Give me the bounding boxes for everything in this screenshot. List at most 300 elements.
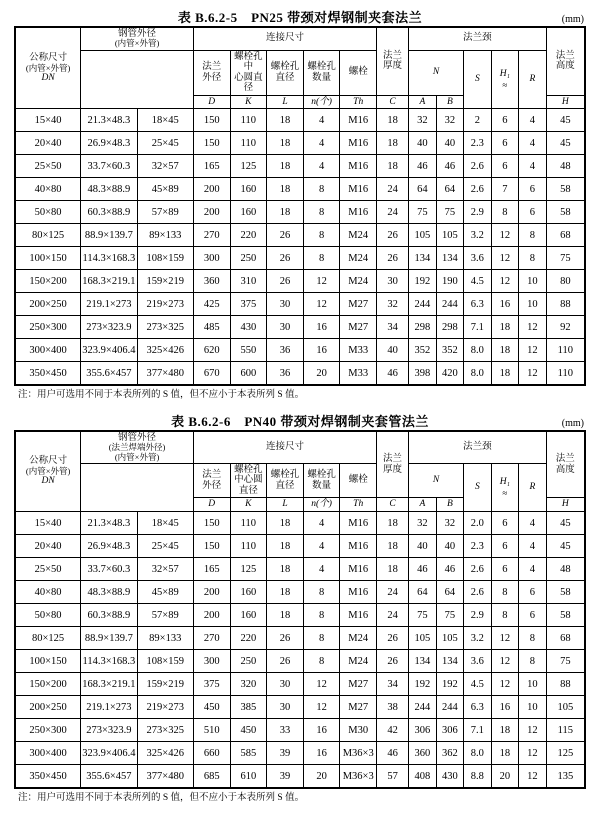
cell-L: 39 — [267, 742, 304, 765]
cell-n: 20 — [303, 765, 340, 789]
cell-H: 75 — [546, 650, 585, 673]
cell-n: 12 — [303, 673, 340, 696]
cell-R: 6 — [519, 178, 547, 201]
cell-H: 58 — [546, 604, 585, 627]
cell-S: 2.6 — [464, 558, 492, 581]
cell-dn: 200×250 — [15, 293, 81, 316]
cell-L: 18 — [267, 581, 304, 604]
cell-b: 57×89 — [137, 604, 193, 627]
cell-K: 550 — [230, 339, 267, 362]
table-row — [15, 132, 585, 155]
cell-NA: 244 — [409, 293, 437, 316]
cell-D: 200 — [193, 604, 230, 627]
cell-L: 33 — [267, 719, 304, 742]
hdr-height-l2: 高度 — [555, 464, 575, 475]
cell-H1: 8 — [491, 604, 519, 627]
cell-S: 3.2 — [464, 224, 492, 247]
cell-NB: 134 — [436, 247, 464, 270]
cell-dn: 25×50 — [15, 155, 81, 178]
cell-D: 150 — [193, 132, 230, 155]
hdr-d-l2: 外径 — [202, 480, 222, 491]
hdr-neck-s: S — [464, 463, 492, 511]
cell-L: 39 — [267, 765, 304, 789]
cell-NB: 298 — [436, 316, 464, 339]
cell-dn: 80×125 — [15, 224, 81, 247]
cell-C: 26 — [377, 627, 409, 650]
hdr-l-l2: 直径 — [275, 72, 295, 83]
cell-C: 24 — [377, 178, 409, 201]
table-header-row — [15, 50, 585, 95]
cell-Th: M36×3 — [340, 765, 377, 789]
cell-C: 38 — [377, 696, 409, 719]
cell-L: 18 — [267, 201, 304, 224]
cell-S: 4.5 — [464, 270, 492, 293]
cell-Th: M27 — [340, 293, 377, 316]
cell-K: 375 — [230, 293, 267, 316]
cell-NA: 40 — [409, 132, 437, 155]
cell-NB: 46 — [436, 155, 464, 178]
document-page — [0, 6, 600, 823]
cell-a: 60.3×88.9 — [81, 604, 137, 627]
cell-n: 8 — [303, 201, 340, 224]
cell-b: 377×480 — [137, 362, 193, 386]
cell-NA: 352 — [409, 339, 437, 362]
cell-D: 200 — [193, 581, 230, 604]
cell-S: 2.6 — [464, 581, 492, 604]
hdr-sub-C: C — [377, 498, 409, 512]
table-row — [15, 512, 585, 535]
table-row — [15, 224, 585, 247]
cell-C: 26 — [377, 224, 409, 247]
cell-NA: 192 — [409, 673, 437, 696]
cell-C: 30 — [377, 270, 409, 293]
cell-dn: 200×250 — [15, 696, 81, 719]
table-row — [15, 719, 585, 742]
cell-L: 26 — [267, 627, 304, 650]
hdr-sub-neckB: B — [436, 498, 464, 512]
cell-dn: 150×200 — [15, 270, 81, 293]
hdr-sub-neckA: A — [409, 95, 437, 109]
cell-a: 33.7×60.3 — [81, 558, 137, 581]
cell-S: 2.9 — [464, 201, 492, 224]
hdr-l-l1: 螺栓孔 — [270, 470, 300, 481]
cell-K: 110 — [230, 512, 267, 535]
table-row — [15, 201, 585, 224]
cell-n: 8 — [303, 604, 340, 627]
cell-Th: M16 — [340, 109, 377, 132]
cell-H1: 18 — [491, 742, 519, 765]
hdr-d-l2: 外径 — [202, 72, 222, 83]
cell-R: 12 — [519, 765, 547, 789]
cell-L: 18 — [267, 155, 304, 178]
hdr-thick-l2: 厚度 — [383, 464, 403, 475]
cell-R: 4 — [519, 558, 547, 581]
cell-dn: 350×450 — [15, 765, 81, 789]
cell-R: 6 — [519, 604, 547, 627]
table-row — [15, 247, 585, 270]
hdr-n-l2: 数量 — [312, 480, 332, 491]
cell-a: 60.3×88.9 — [81, 201, 137, 224]
hdr-sub-K: K — [230, 95, 267, 109]
cell-H1: 12 — [491, 224, 519, 247]
cell-R: 12 — [519, 339, 547, 362]
cell-b: 377×480 — [137, 765, 193, 789]
cell-n: 4 — [303, 109, 340, 132]
hdr-height-l1: 法兰 — [555, 454, 575, 465]
cell-a: 114.3×168.3 — [81, 247, 137, 270]
cell-dn: 100×150 — [15, 247, 81, 270]
cell-H: 58 — [546, 178, 585, 201]
cell-S: 6.3 — [464, 696, 492, 719]
cell-NA: 64 — [409, 178, 437, 201]
table-row — [15, 627, 585, 650]
cell-D: 150 — [193, 535, 230, 558]
cell-n: 8 — [303, 247, 340, 270]
table-row — [15, 293, 585, 316]
cell-NA: 75 — [409, 604, 437, 627]
cell-K: 160 — [230, 201, 267, 224]
cell-C: 32 — [377, 293, 409, 316]
cell-H: 45 — [546, 109, 585, 132]
cell-n: 4 — [303, 155, 340, 178]
cell-H: 48 — [546, 558, 585, 581]
cell-L: 18 — [267, 604, 304, 627]
cell-R: 8 — [519, 627, 547, 650]
hdr-l-l2: 直径 — [275, 480, 295, 491]
cell-S: 3.6 — [464, 650, 492, 673]
cell-C: 18 — [377, 132, 409, 155]
cell-NB: 46 — [436, 558, 464, 581]
cell-Th: M16 — [340, 535, 377, 558]
cell-C: 42 — [377, 719, 409, 742]
cell-n: 16 — [303, 316, 340, 339]
hdr-neck-h1: H₁ — [499, 476, 510, 487]
cell-H1: 18 — [491, 316, 519, 339]
cell-H: 110 — [546, 339, 585, 362]
cell-Th: M16 — [340, 604, 377, 627]
cell-H1: 12 — [491, 673, 519, 696]
cell-NB: 430 — [436, 765, 464, 789]
cell-H1: 6 — [491, 512, 519, 535]
cell-H1: 12 — [491, 270, 519, 293]
cell-H1: 18 — [491, 362, 519, 386]
cell-NB: 190 — [436, 270, 464, 293]
cell-a: 168.3×219.1 — [81, 673, 137, 696]
table-row — [15, 696, 585, 719]
cell-Th: M16 — [340, 558, 377, 581]
cell-R: 12 — [519, 742, 547, 765]
cell-n: 4 — [303, 512, 340, 535]
cell-n: 12 — [303, 293, 340, 316]
cell-NA: 75 — [409, 201, 437, 224]
cell-NA: 32 — [409, 512, 437, 535]
cell-S: 6.3 — [464, 293, 492, 316]
cell-C: 26 — [377, 650, 409, 673]
hdr-n-l1: 螺栓孔 — [307, 62, 336, 73]
table-row — [15, 650, 585, 673]
hdr-neck-r: R — [519, 50, 547, 109]
cell-H: 105 — [546, 696, 585, 719]
table-caption-1 — [14, 6, 586, 26]
cell-K: 220 — [230, 627, 267, 650]
hdr-sub-n: n(个) — [303, 95, 340, 109]
hdr-nominal-l3: DN — [41, 72, 55, 83]
hdr-n-l2: 数量 — [312, 72, 332, 83]
cell-a: 114.3×168.3 — [81, 650, 137, 673]
cell-H1: 6 — [491, 155, 519, 178]
table-title-1: 表 B.6.2-5 PN25 带颈对焊钢制夹套法兰 — [177, 10, 423, 25]
cell-H1: 6 — [491, 558, 519, 581]
hdr-nominal-l1: 公称尺寸 — [29, 53, 68, 64]
cell-NA: 408 — [409, 765, 437, 789]
cell-H1: 6 — [491, 109, 519, 132]
cell-S: 8.0 — [464, 362, 492, 386]
cell-dn: 40×80 — [15, 581, 81, 604]
cell-NA: 46 — [409, 155, 437, 178]
hdr-steel-od-l3: (内管×外管) — [114, 451, 160, 462]
hdr-k-l3: 直径 — [238, 485, 258, 496]
cell-C: 18 — [377, 155, 409, 178]
hdr-neck-group: 法兰颈 — [409, 27, 547, 50]
cell-dn: 250×300 — [15, 719, 81, 742]
cell-K: 110 — [230, 132, 267, 155]
cell-Th: M16 — [340, 201, 377, 224]
cell-K: 610 — [230, 765, 267, 789]
cell-Th: M24 — [340, 627, 377, 650]
cell-NB: 134 — [436, 650, 464, 673]
cell-S: 8.8 — [464, 765, 492, 789]
hdr-sub-L: L — [267, 498, 304, 512]
hdr-sub-L: L — [267, 95, 304, 109]
cell-H: 88 — [546, 673, 585, 696]
cell-C: 34 — [377, 316, 409, 339]
cell-K: 250 — [230, 247, 267, 270]
hdr-steel-od-l1: 钢管外径 — [118, 432, 157, 443]
cell-NB: 244 — [436, 293, 464, 316]
cell-NA: 134 — [409, 247, 437, 270]
cell-L: 18 — [267, 132, 304, 155]
hdr-conn-group: 连接尺寸 — [193, 431, 376, 464]
hdr-thick-l2: 厚度 — [383, 61, 403, 72]
cell-H1: 7 — [491, 178, 519, 201]
cell-L: 18 — [267, 178, 304, 201]
cell-S: 2.0 — [464, 512, 492, 535]
cell-S: 8.0 — [464, 742, 492, 765]
cell-D: 270 — [193, 224, 230, 247]
cell-NA: 298 — [409, 316, 437, 339]
table-row — [15, 535, 585, 558]
cell-R: 4 — [519, 512, 547, 535]
cell-H: 92 — [546, 316, 585, 339]
cell-NB: 192 — [436, 673, 464, 696]
cell-b: 325×426 — [137, 742, 193, 765]
cell-NB: 32 — [436, 109, 464, 132]
table-row — [15, 765, 585, 789]
cell-D: 200 — [193, 178, 230, 201]
cell-H1: 8 — [491, 201, 519, 224]
hdr-bolt: 螺栓 — [340, 50, 377, 95]
cell-R: 6 — [519, 581, 547, 604]
cell-H: 68 — [546, 224, 585, 247]
cell-dn: 15×40 — [15, 512, 81, 535]
table-title-2: 表 B.6.2-6 PN40 带颈对焊钢制夹套管法兰 — [171, 413, 429, 429]
cell-H: 58 — [546, 581, 585, 604]
cell-a: 355.6×457 — [81, 362, 137, 386]
cell-NB: 32 — [436, 512, 464, 535]
hdr-neck-n: N — [409, 50, 464, 95]
cell-K: 125 — [230, 155, 267, 178]
cell-a: 323.9×406.4 — [81, 742, 137, 765]
hdr-steel-od-l2: (内管×外管) — [114, 38, 160, 49]
cell-NA: 46 — [409, 558, 437, 581]
hdr-steel-od-l2: (法兰焊端外径) — [108, 442, 166, 453]
cell-L: 26 — [267, 224, 304, 247]
cell-D: 670 — [193, 362, 230, 386]
cell-K: 600 — [230, 362, 267, 386]
cell-NA: 192 — [409, 270, 437, 293]
cell-H1: 12 — [491, 650, 519, 673]
cell-Th: M16 — [340, 581, 377, 604]
cell-b: 219×273 — [137, 696, 193, 719]
cell-n: 16 — [303, 742, 340, 765]
cell-C: 26 — [377, 247, 409, 270]
cell-dn: 300×400 — [15, 339, 81, 362]
cell-R: 4 — [519, 155, 547, 178]
flange-table-1 — [14, 26, 586, 386]
cell-D: 270 — [193, 627, 230, 650]
cell-Th: M16 — [340, 512, 377, 535]
cell-H: 125 — [546, 742, 585, 765]
cell-C: 57 — [377, 765, 409, 789]
cell-S: 2.9 — [464, 604, 492, 627]
cell-Th: M24 — [340, 247, 377, 270]
cell-K: 125 — [230, 558, 267, 581]
table-row — [15, 155, 585, 178]
cell-K: 320 — [230, 673, 267, 696]
table-unit-1: (mm) — [561, 14, 584, 25]
cell-R: 4 — [519, 132, 547, 155]
cell-NB: 352 — [436, 339, 464, 362]
hdr-steel-od-l1: 钢管外径 — [118, 29, 157, 39]
cell-n: 8 — [303, 627, 340, 650]
cell-b: 57×89 — [137, 201, 193, 224]
cell-R: 10 — [519, 696, 547, 719]
hdr-sub-Th: Th — [340, 95, 377, 109]
cell-R: 8 — [519, 247, 547, 270]
table-row — [15, 558, 585, 581]
cell-H1: 6 — [491, 132, 519, 155]
cell-dn: 150×200 — [15, 673, 81, 696]
cell-R: 12 — [519, 719, 547, 742]
hdr-height-l2: 高度 — [555, 61, 575, 72]
cell-L: 26 — [267, 270, 304, 293]
cell-L: 18 — [267, 109, 304, 132]
cell-NA: 134 — [409, 650, 437, 673]
cell-R: 12 — [519, 316, 547, 339]
hdr-k-l1: 螺栓孔 — [234, 464, 263, 475]
cell-a: 21.3×48.3 — [81, 109, 137, 132]
cell-a: 355.6×457 — [81, 765, 137, 789]
cell-L: 30 — [267, 316, 304, 339]
hdr-d-l1: 法兰 — [202, 62, 222, 73]
cell-S: 4.5 — [464, 673, 492, 696]
hdr-neck-n: N — [409, 463, 464, 497]
cell-dn: 20×40 — [15, 535, 81, 558]
cell-H: 115 — [546, 719, 585, 742]
table-note-2: 注：用户可选用不同于本表所列的 S 值，但不应小于本表所列 S 值。 — [18, 793, 305, 804]
cell-H: 135 — [546, 765, 585, 789]
cell-dn: 40×80 — [15, 178, 81, 201]
cell-D: 375 — [193, 673, 230, 696]
cell-C: 46 — [377, 362, 409, 386]
cell-D: 360 — [193, 270, 230, 293]
hdr-n-l1: 螺栓孔 — [307, 470, 336, 481]
cell-NA: 306 — [409, 719, 437, 742]
cell-S: 3.2 — [464, 627, 492, 650]
cell-a: 26.9×48.3 — [81, 535, 137, 558]
cell-Th: M24 — [340, 224, 377, 247]
table-caption-2 — [14, 410, 586, 430]
hdr-nominal-l1: 公称尺寸 — [29, 456, 68, 467]
hdr-k-l2: 心圆直径 — [234, 72, 263, 94]
cell-n: 8 — [303, 224, 340, 247]
hdr-sub-Th: Th — [340, 498, 377, 512]
cell-dn: 350×450 — [15, 362, 81, 386]
cell-b: 159×219 — [137, 673, 193, 696]
cell-K: 450 — [230, 719, 267, 742]
cell-NA: 244 — [409, 696, 437, 719]
table-unit-2: (mm) — [561, 417, 584, 429]
cell-H: 48 — [546, 155, 585, 178]
hdr-sub-D: D — [193, 95, 230, 109]
cell-H1: 20 — [491, 765, 519, 789]
cell-S: 2.3 — [464, 535, 492, 558]
cell-a: 26.9×48.3 — [81, 132, 137, 155]
cell-S: 7.1 — [464, 719, 492, 742]
hdr-nominal-l3: DN — [41, 476, 55, 487]
cell-n: 4 — [303, 558, 340, 581]
table-header-row — [15, 463, 585, 497]
cell-S: 2.6 — [464, 178, 492, 201]
cell-S: 7.1 — [464, 316, 492, 339]
cell-K: 160 — [230, 581, 267, 604]
cell-H1: 8 — [491, 581, 519, 604]
cell-dn: 25×50 — [15, 558, 81, 581]
hdr-sub-H: H — [546, 498, 585, 512]
cell-C: 24 — [377, 604, 409, 627]
cell-n: 4 — [303, 132, 340, 155]
cell-K: 110 — [230, 109, 267, 132]
hdr-nominal-l2: (内管×外管) — [25, 62, 71, 73]
cell-H: 110 — [546, 362, 585, 386]
cell-L: 30 — [267, 293, 304, 316]
cell-b: 273×325 — [137, 719, 193, 742]
cell-NB: 105 — [436, 627, 464, 650]
cell-NB: 75 — [436, 604, 464, 627]
hdr-sub-K: K — [230, 498, 267, 512]
cell-b: 89×133 — [137, 224, 193, 247]
cell-dn: 300×400 — [15, 742, 81, 765]
cell-NB: 75 — [436, 201, 464, 224]
cell-Th: M33 — [340, 362, 377, 386]
cell-b: 159×219 — [137, 270, 193, 293]
cell-H: 45 — [546, 512, 585, 535]
cell-n: 16 — [303, 719, 340, 742]
cell-a: 88.9×139.7 — [81, 224, 137, 247]
cell-H: 80 — [546, 270, 585, 293]
cell-NB: 40 — [436, 535, 464, 558]
cell-n: 16 — [303, 339, 340, 362]
